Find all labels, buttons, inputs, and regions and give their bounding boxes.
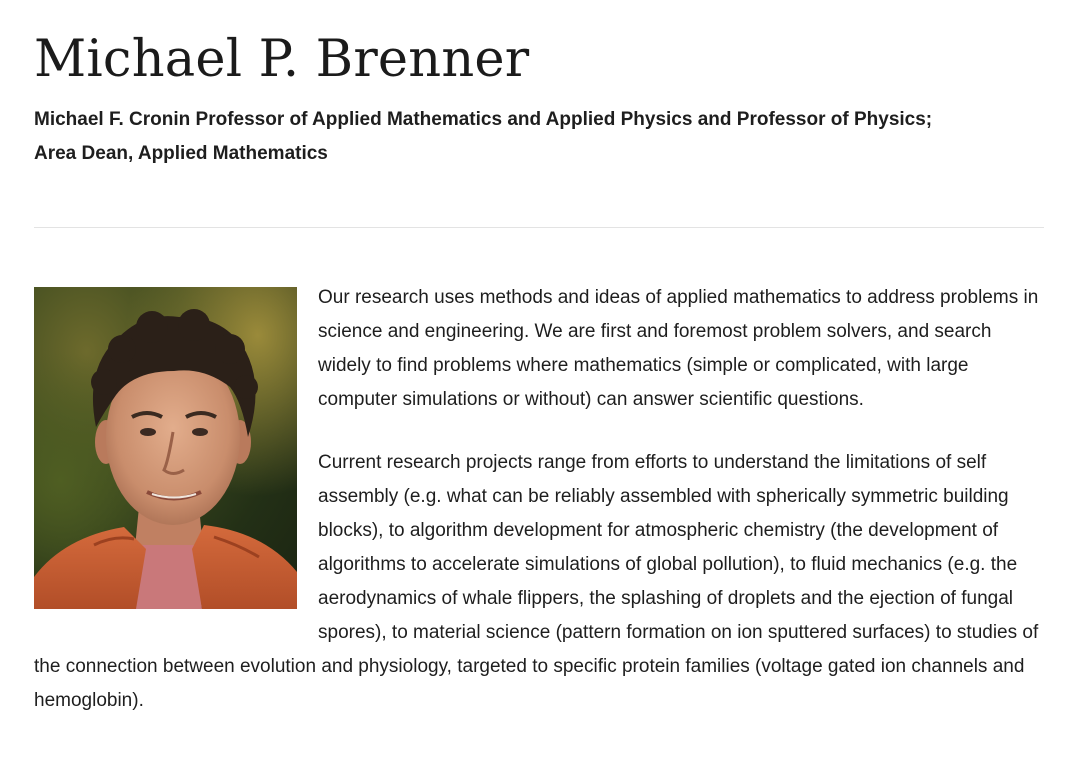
bio-section [34, 281, 1044, 747]
bio-paragraph: Our research uses methods and ideas of applied mathematics to address problems in science and engineering. We are first and foremost problem solvers, and search widely to find problems where mathematics (simple or complicated, with large computer simulations or without) can answer scientific questions. [318, 287, 1039, 410]
position-title-line: Michael F. Cronin Professor of Applied Mathematics and Applied Physics and Professor of Physics; [34, 109, 933, 130]
profile-page [34, 0, 1044, 711]
position-title-line: Area Dean, Applied Mathematics [34, 143, 328, 164]
page-title: Michael P. Brenner [34, 30, 530, 89]
portrait-image [34, 287, 297, 609]
profile-photo [34, 287, 297, 609]
position-titles [34, 103, 1044, 171]
bio-paragraph: Current research projects range from efforts to understand the limitations of self assembly (e.g. what can be reliably assembled with spherically symmetric building blocks), to algorithm development for atmospheric chemistry (the development of algorithms to accelerate simulations of global pollution), to fluid mechanics (e.g. the aerodynamics of whale flippers, the splashing of droplets and the ejection of fungal spores), to material science (pattern formation on ion sputtered surfaces) to studies of the connection between evolution and physiology, targeted to specific protein families (voltage gated ion channels and hemoglobin). [34, 452, 1039, 711]
section-divider [34, 227, 1044, 228]
